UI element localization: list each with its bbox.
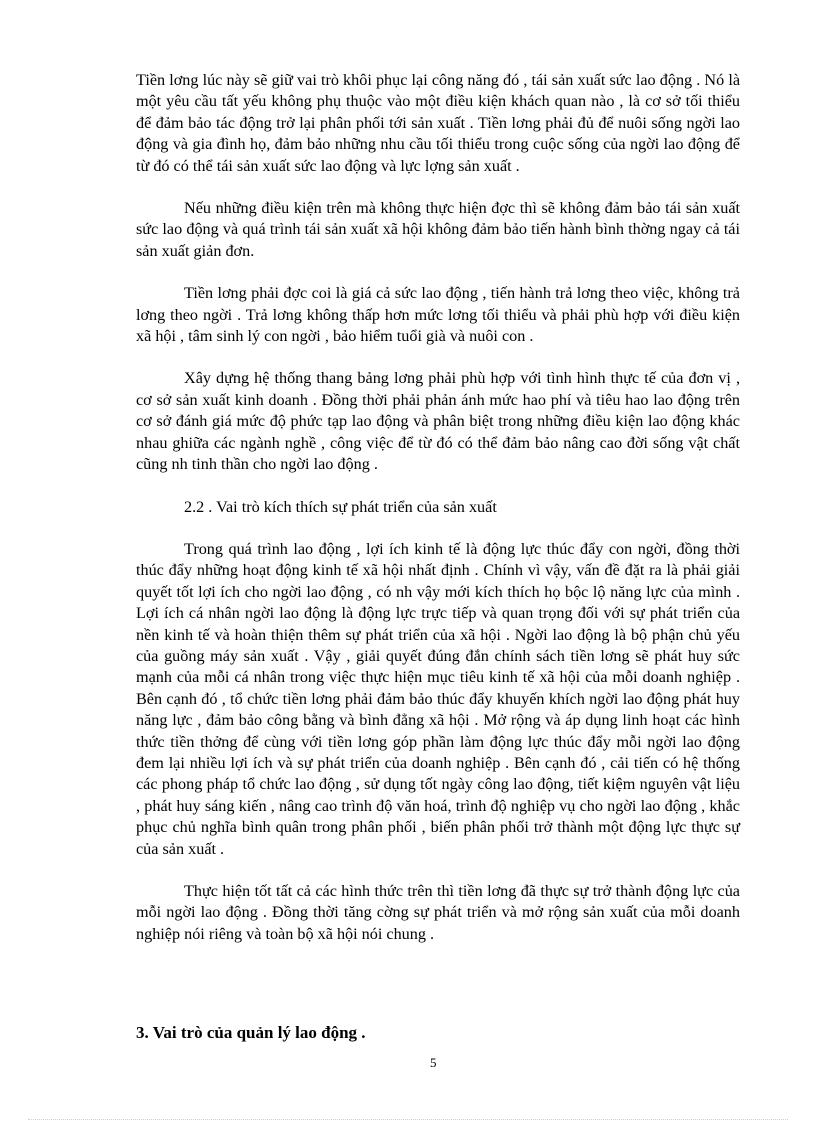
page-bottom-rule (28, 1119, 788, 1120)
paragraph-economic-interest: Trong quá trình lao động , lợi ích kinh tế là động lực thúc đẩy con ngời, đồng thời thúc đẩy những hoạt động kinh tế xã hội nhất định . Chính vì vậy, vấn đề đặt ra là phải giải quyết tốt lợi ích cho ngời lao động , có nh vậy mới kích thích họ bộc lộ năng lực của mình . Lợi ích cá nhân ngời lao động là động lực trực tiếp và quan trọng đối với sự phát triển của nền kinh tế và hoàn thiện thêm sự phát triển của xã hội . Ngời lao động là bộ phận chủ yếu của guồng máy sản xuất . Vậy , giải quyết đúng đắn chính sách tiền lơng sẽ phát huy sức mạnh của mỗi cá nhân trong việc thực hiện mục tiêu kinh tế xã hội của mỗi doanh nghiệp . Bên cạnh đó , tổ chức tiền lơng phải đảm bảo thúc đẩy khuyến khích ngời lao động phát huy năng lực , đảm bảo công bằng và bình đẳng xã hội . Mở rộng và áp dụng linh hoạt các hình thức tiền thởng để cùng với tiền lơng góp phần làm động lực thúc đẩy mỗi ngời lao động đem lại nhiều lợi ích và sự phát triển của doanh nghiệp . Bên cạnh đó , cải tiến có hệ thống các phong pháp tổ chức lao động , sử dụng tốt ngày công lao động, tiết kiệm nguyên vật liệu , phát huy sáng kiến , nâng cao trình độ văn hoá, trình độ nghiệp vụ cho ngời lao động , khắc phục chủ nghĩa bình quân trong phân phối , biến phân phối trở thành một động lực thực sự của sản xuất . (136, 539, 740, 858)
paragraph-conditions: Nếu những điều kiện trên mà không thực hiện đợc thì sẽ không đảm bảo tái sản xuất sức lao động và quá trình tái sản xuất xã hội không đảm bảo tiến hành bình thờng ngay cả tái sản xuất giản đơn. (136, 199, 740, 260)
page-number: 5 (430, 1055, 437, 1070)
section-heading-3: 3. Vai trò của quản lý lao động . (136, 1023, 366, 1042)
paragraph-wage-scale: Xây dựng hệ thống thang bảng lơng phải phù hợp với tình hình thực tế của đơn vị , cơ sở sản xuất kinh doanh . Đồng thời phải phản ánh mức hao phí và tiêu hao lao động trên cơ sở đánh giá mức độ phức tạp lao động và phân biệt trong những điều kiện lao động khác nhau ghiữa các ngành nghề , công việc để từ đó có thể đảm bảo nâng cao đời sống vật chất cũng nh tinh thần cho ngời lao động . (136, 369, 740, 474)
paragraph-conclusion: Thực hiện tốt tất cả các hình thức trên thì tiền lơng đã thực sự trở thành động lực của mỗi ngời lao động . Đồng thời tăng cờng sự phát triển và mở rộng sản xuất của mỗi doanh nghiệp nói riêng và toàn bộ xã hội nói chung . (136, 882, 740, 943)
paragraph-wage-restoration: Tiền lơng lúc này sẽ giữ vai trò khôi phục lại công năng đó , tái sản xuất sức lao động . Nó là một yêu cầu tất yếu không phụ thuộc vào một điều kiện khách quan nào , là cơ sở tối thiểu để đảm bảo tác động trở lại phân phối tới sản xuất . Tiền lơng phải đủ để nuôi sống ngời lao động và gia đình họ, đảm bảo những nhu cầu tối thiểu trong cuộc sống của ngời lao động để từ đó có thể tái sản xuất sức lao động và lực lợng sản xuất . (136, 71, 740, 175)
page-body (136, 70, 740, 966)
subheading-2-2: 2.2 . Vai trò kích thích sự phát triển của sản xuất (184, 497, 497, 516)
paragraph-wage-as-price: Tiền lơng phải đợc coi là giá cả sức lao động , tiến hành trả lơng theo việc, không trả lơng theo ngời . Trả lơng không thấp hơn mức lơng tối thiểu và phải phù hợp với điều kiện xã hội , tâm sinh lý con ngời , bảo hiểm tuổi già và nuôi con . (136, 284, 740, 346)
